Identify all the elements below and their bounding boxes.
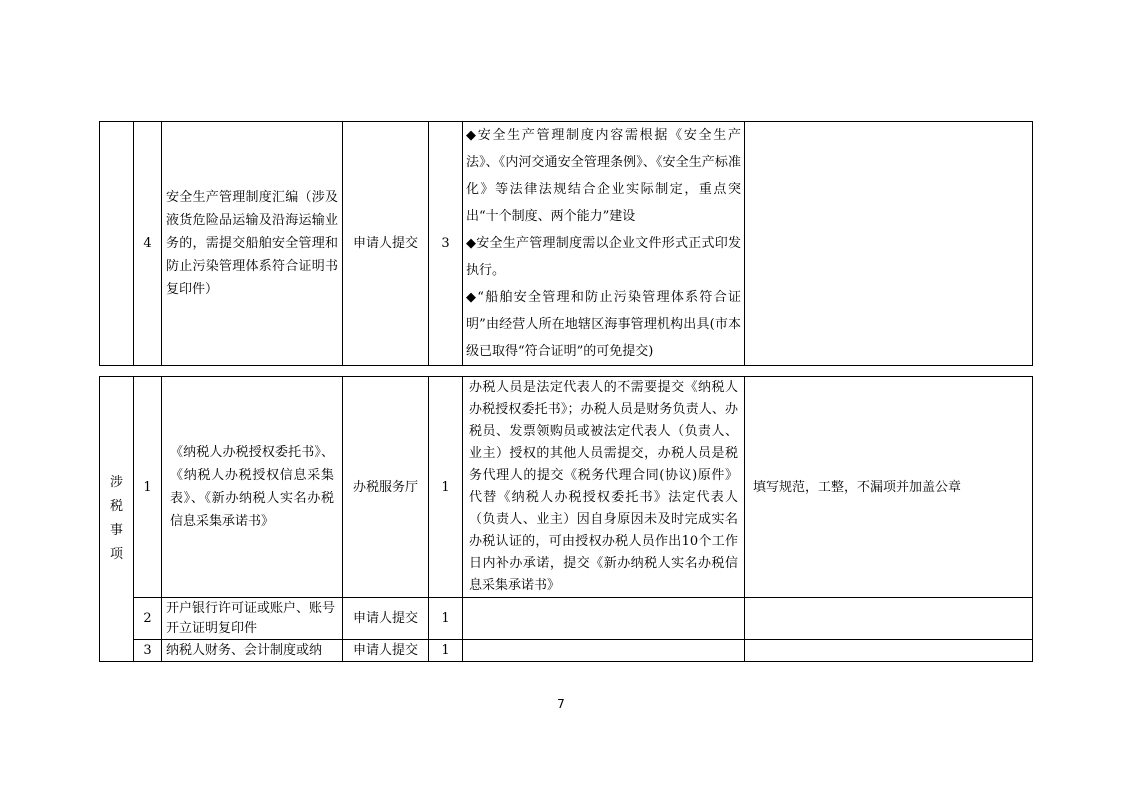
material-source: 申请人提交: [343, 122, 429, 366]
requirements-cell: [463, 122, 745, 366]
note-cell: [745, 122, 1033, 366]
requirement-item: ◆安全生产管理制度内容需根据《安全生产法》、《内河交通安全管理条例》、《安全生产标准化》等法律法规结合企业实际制定，重点突出“十个制度、两个能力”建设: [466, 128, 741, 224]
category-char: 项: [109, 547, 123, 562]
material-name: 纳税人财务、会计制度或纳: [162, 640, 343, 662]
note-cell: [745, 598, 1033, 640]
row-number: 2: [134, 598, 162, 640]
category-char: 税: [109, 499, 123, 514]
table-row: [100, 122, 1033, 366]
material-name: 安全生产管理制度汇编（涉及液货危险品运输及沿海运输业务的，需提交船舶安全管理和防止污染管理体系符合证明书复印件）: [162, 122, 343, 366]
category-char: 涉: [109, 475, 123, 490]
note-cell: 填写规范，工整，不漏项并加盖公章: [745, 377, 1033, 598]
copies-count: 1: [429, 640, 463, 662]
requirements-cell: 办税人员是法定代表人的不需要提交《纳税人办税授权委托书》；办税人员是财务负责人、办税员、发票领购员或被法定代表人（负责人、业主）授权的其他人员需提交，办税人员是税务代理人的提交《税务代理合同(协议)原件》代替《纳税人办税授权委托书》法定代表人（负责人、业主）因自身原因未及时完成实名办税认证的，可由授权办税人员作出10个工作日内补办承诺，提交《新办纳税人实名办税信息采集承诺书》: [463, 377, 745, 598]
row-number: 3: [134, 640, 162, 662]
copies-count: 3: [429, 122, 463, 366]
copies-count: 1: [429, 377, 463, 598]
material-source: 办税服务厅: [343, 377, 429, 598]
note-cell: [745, 640, 1033, 662]
page-number: 7: [557, 697, 565, 711]
requirement-item: ◆“船舶安全管理和防止污染管理体系符合证明”由经营人所在地辖区海事管理机构出具(市本级已取得“符合证明”的可免提交): [466, 290, 741, 359]
requirement-item: ◆安全生产管理制度需以企业文件形式正式印发执行。: [466, 236, 741, 278]
copies-count: 1: [429, 598, 463, 640]
material-source: 申请人提交: [343, 640, 429, 662]
materials-table-top: [99, 121, 1033, 366]
material-name: 开户银行许可证或账户、账号开立证明复印件: [162, 598, 343, 640]
requirements-cell: [463, 598, 745, 640]
category-cell: [100, 377, 134, 662]
row-number: 1: [134, 377, 162, 598]
category-cell: [100, 122, 134, 366]
requirements-cell: [463, 640, 745, 662]
tax-materials-table: [99, 376, 1033, 662]
category-char: 事: [109, 523, 123, 538]
row-number: 4: [134, 122, 162, 366]
table-row: [100, 640, 1033, 662]
material-name: 《纳税人办税授权委托书》、《纳税人办税授权信息采集表》、《新办纳税人实名办税信息采集承诺书》: [162, 377, 343, 598]
material-source: 申请人提交: [343, 598, 429, 640]
table-row: [100, 377, 1033, 598]
table-row: [100, 598, 1033, 640]
